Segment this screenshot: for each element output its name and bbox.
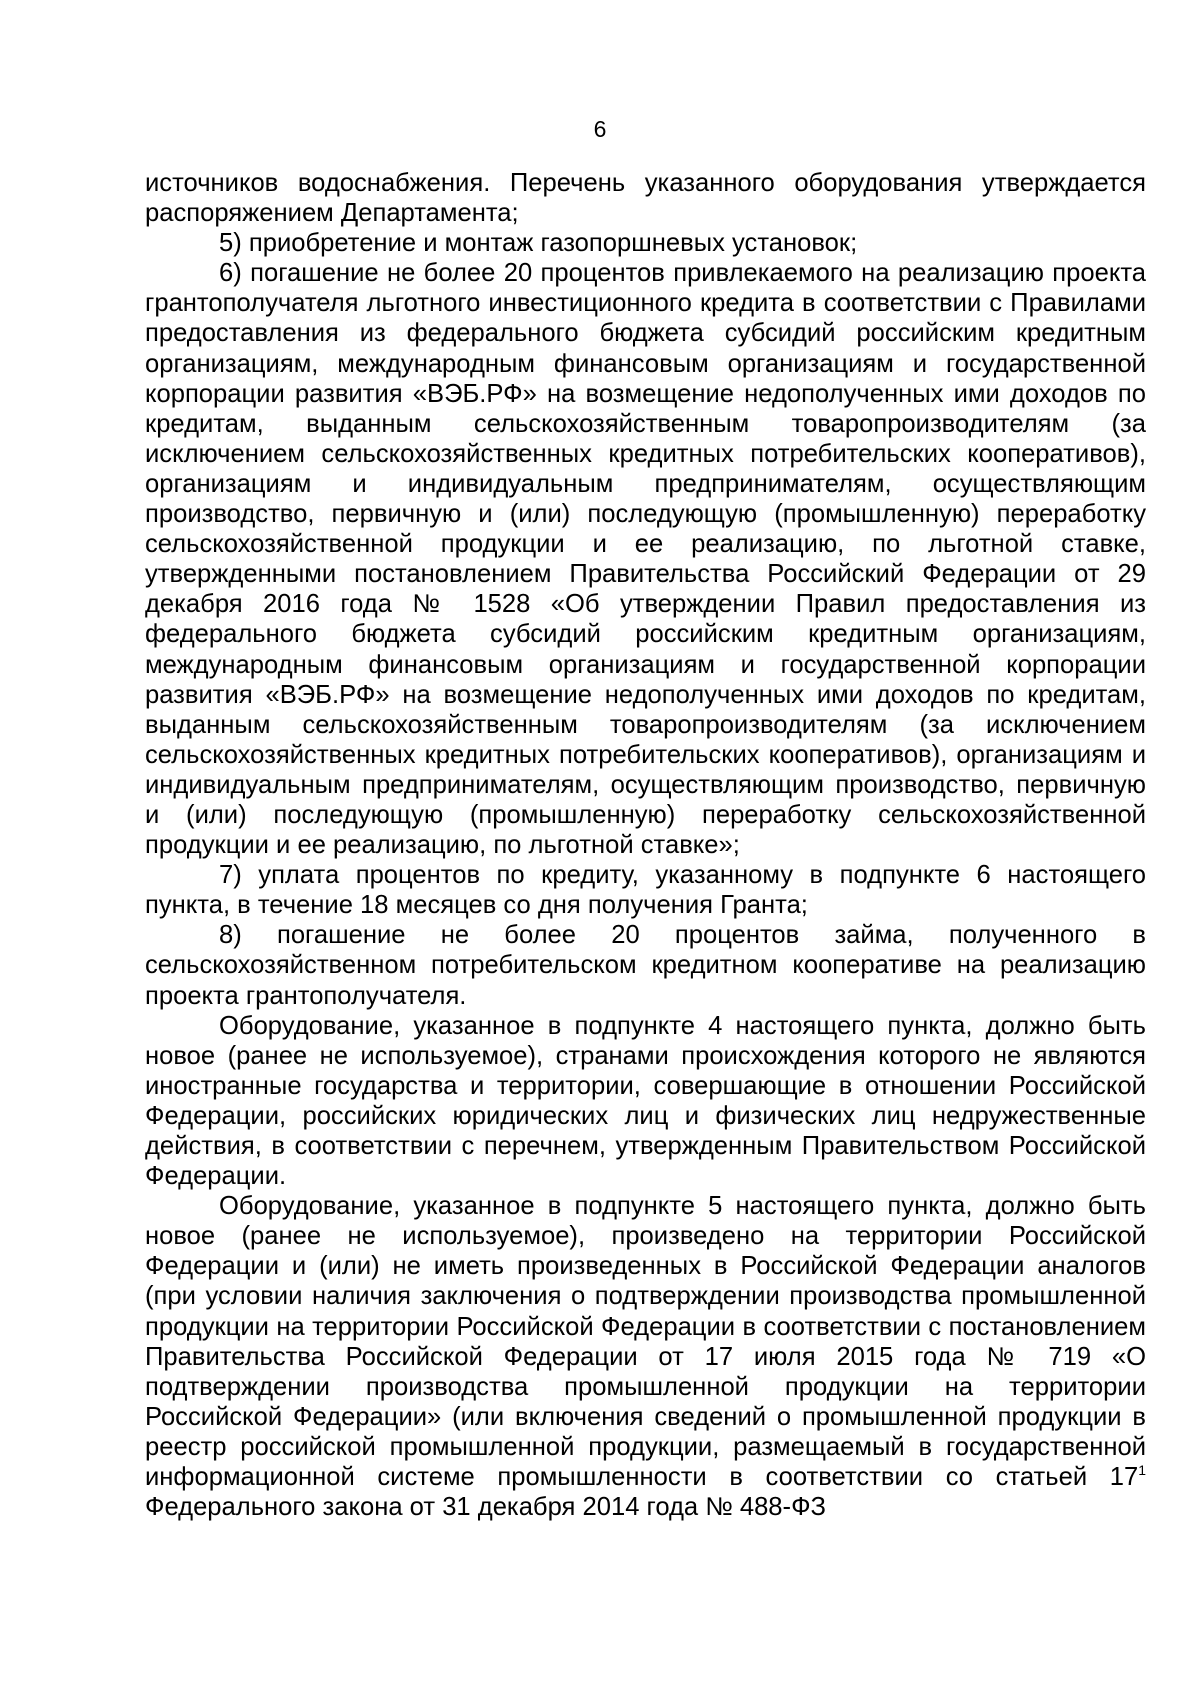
- paragraph-equipment-5: [145, 1191, 1146, 1522]
- paragraph-item-5: 5) приобретение и монтаж газопоршневых установок;: [219, 229, 858, 258]
- paragraph-item-7: 7) уплата процентов по кредиту, указанному в подпункте 6 настоящего пункта, в течение 18 месяцев со дня получения Гранта;: [145, 861, 1146, 920]
- paragraph-item-8: 8) погашение не более 20 процентов займа, полученного в сельскохозяйственном потребительском кредитном кооперативе на реализацию проекта грантополучателя.: [145, 921, 1146, 1010]
- paragraph-equipment-5-tail: Федерального закона от 31 декабря 2014 года № 488-ФЗ: [145, 1493, 826, 1522]
- paragraph-equipment-4: Оборудование, указанное в подпункте 4 настоящего пункта, должно быть новое (ранее не используемое), странами происхождения которого не являются иностранные государства и территории, совершающие в отношении Российской Федерации, российских юридических лиц и физических лиц недружественные действия, в соответствии с перечнем, утвержденным Правительством Российской Федерации.: [145, 1011, 1146, 1191]
- paragraph-equipment-5-text: Оборудование, указанное в подпункте 5 настоящего пункта, должно быть новое (ранее не используемое), произведено на территории Российской Федерации и (или) не иметь произведенных в Российской Федерации аналогов (при условии наличия заключения о подтверждении производства промышленной продукции на территории Российской Федерации в соответствии с постановлением Правительства Российской Федерации от 17 июля 2015 года № 719 «О подтверждении производства промышленной продукции на территории Российской Федерации» (или включения сведений о промышленной продукции в реестр российской промышленной продукции, размещаемый в государственной информационной системе промышленности в соответствии со статьей 17: [145, 1192, 1146, 1492]
- page-number: 6: [593, 116, 607, 142]
- paragraph-item-6: 6) погашение не более 20 процентов привлекаемого на реализацию проекта грантополучателя льготного инвестиционного кредита в соответствии с Правилами предоставления из федерального бюджета субсидий российским кредитным организациям, международным финансовым организациям и государственной корпорации развития «ВЭБ.РФ» на возмещение недополученных ими доходов по кредитам, выданным сельскохозяйственным товаропроизводителям (за исключением сельскохозяйственных кредитных потребительских кооперативов), организациям и индивидуальным предпринимателям, осуществляющим производство, первичную и (или) последующую (промышленную) переработку сельскохозяйственной продукции и ее реализацию, по льготной ставке, утвержденными постановлением Правительства Российский Федерации от 29 декабря 2016 года № 1528 «Об утверждении Правил предоставления из федерального бюджета субсидий российским кредитным организациям, международным финансовым организациям и государственной корпорации развития «ВЭБ.РФ» на возмещение недополученных ими доходов по кредитам, выданным сельскохозяйственным товаропроизводителям (за исключением сельскохозяйственных кредитных потребительских кооперативов), организациям и индивидуальным предпринимателям, осуществляющим производство, первичную и (или) последующую (промышленную) переработку сельскохозяйственной продукции и ее реализацию, по льготной ставке»;: [145, 259, 1146, 860]
- paragraph-continuation: источников водоснабжения. Перечень указанного оборудования утверждается распоряжением Департамента;: [145, 169, 1146, 228]
- document-body: [145, 168, 1146, 1522]
- superscript-marker: 1: [1138, 1462, 1146, 1479]
